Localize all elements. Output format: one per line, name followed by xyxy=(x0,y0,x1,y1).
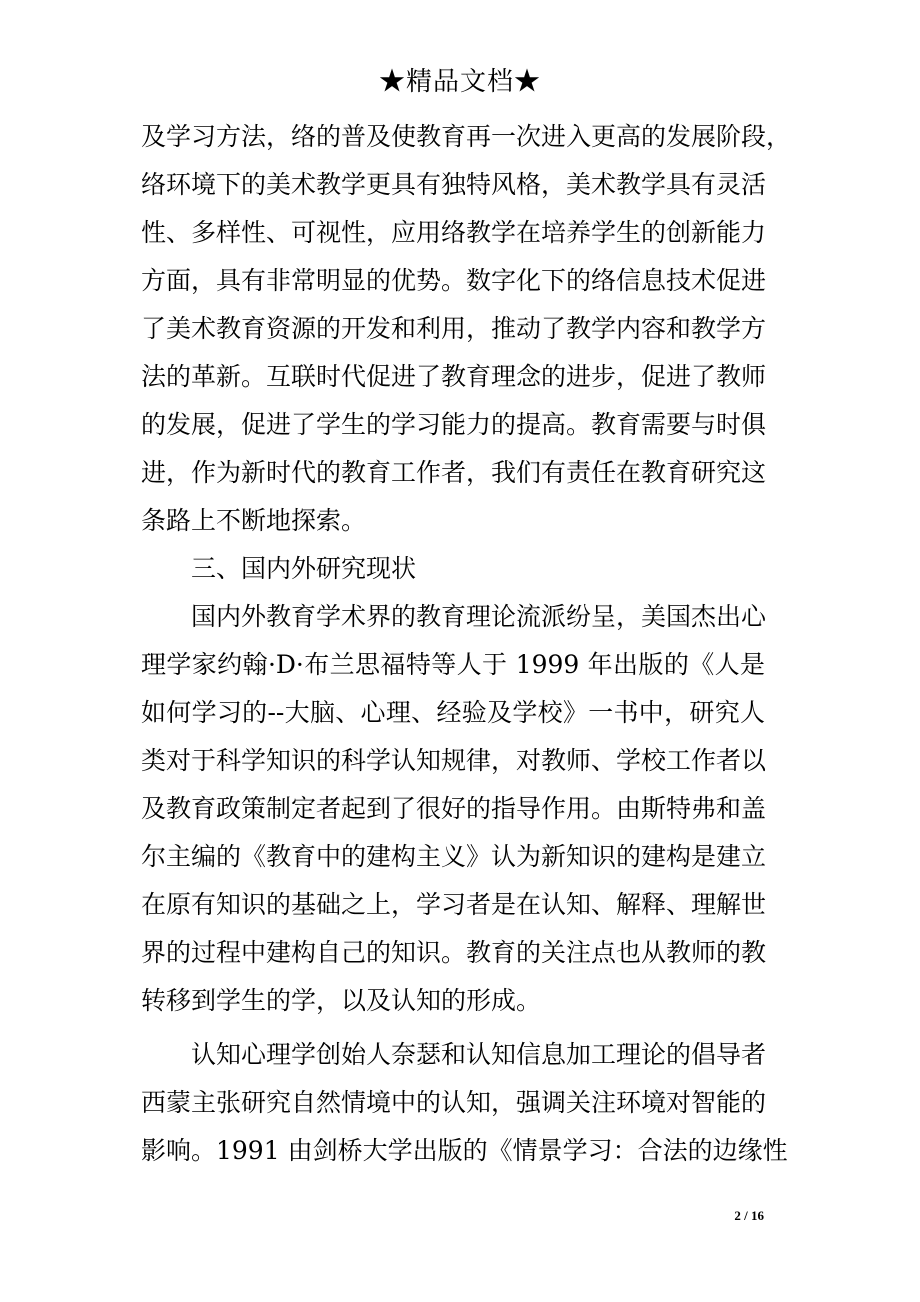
document-body xyxy=(141,113,792,1175)
paragraph-line: 转移到学生的学，以及认知的形成。 xyxy=(141,986,542,1015)
paragraph-line: 理学家约翰·D·布兰思福特等人于 1999 年出版的《人是 xyxy=(141,650,765,679)
paragraph-line: 类对于科学知识的科学认知规律，对教师、学校工作者以 xyxy=(141,746,767,775)
paragraph-line: 尔主编的《教育中的建构主义》认为新知识的建构是建立 xyxy=(141,842,767,871)
paragraph-line: 方面，具有非常明显的优势。数字化下的络信息技术促进 xyxy=(141,266,767,295)
paragraph-line: 在原有知识的基础之上，学习者是在认知、解释、理解世 xyxy=(141,890,767,919)
page-number: 2 / 16 xyxy=(734,1208,764,1223)
paragraph-line: 了美术教育资源的开发和利用，推动了教学内容和教学方 xyxy=(141,314,767,343)
paragraph-line: 国内外教育学术界的教育理论流派纷呈，美国杰出心 xyxy=(191,602,767,631)
paragraph-line: 界的过程中建构自己的知识。教育的关注点也从教师的教 xyxy=(141,938,767,967)
paragraph-line: 认知心理学创始人奈瑟和认知信息加工理论的倡导者 xyxy=(191,1040,767,1069)
section-heading: 三、国内外研究现状 xyxy=(191,554,417,583)
paragraph-line: 条路上不断地探索。 xyxy=(141,506,367,535)
paragraph-line: 影响。1991 由剑桥大学出版的《情景学习：合法的边缘性 xyxy=(141,1136,788,1165)
paragraph-line: 及教育政策制定者起到了很好的指导作用。由斯特弗和盖 xyxy=(141,794,767,823)
paragraph-line: 的发展，促进了学生的学习能力的提高。教育需要与时俱 xyxy=(141,410,767,439)
paragraph-line: 西蒙主张研究自然情境中的认知，强调关注环境对智能的 xyxy=(141,1088,767,1117)
paragraph-line: 如何学习的--大脑、心理、经验及学校》一书中，研究人 xyxy=(141,698,765,727)
document-header-title: ★精品文档★ xyxy=(378,67,541,97)
paragraph-line: 络环境下的美术教学更具有独特风格，美术教学具有灵活 xyxy=(141,170,767,199)
paragraph-line: 性、多样性、可视性，应用络教学在培养学生的创新能力 xyxy=(141,218,767,247)
paragraph-line: 进，作为新时代的教育工作者，我们有责任在教育研究这 xyxy=(141,458,767,487)
paragraph-line: 法的革新。互联时代促进了教育理念的进步，促进了教师 xyxy=(141,362,767,391)
paragraph-line: 及学习方法，络的普及使教育再一次进入更高的发展阶段， xyxy=(141,122,792,151)
